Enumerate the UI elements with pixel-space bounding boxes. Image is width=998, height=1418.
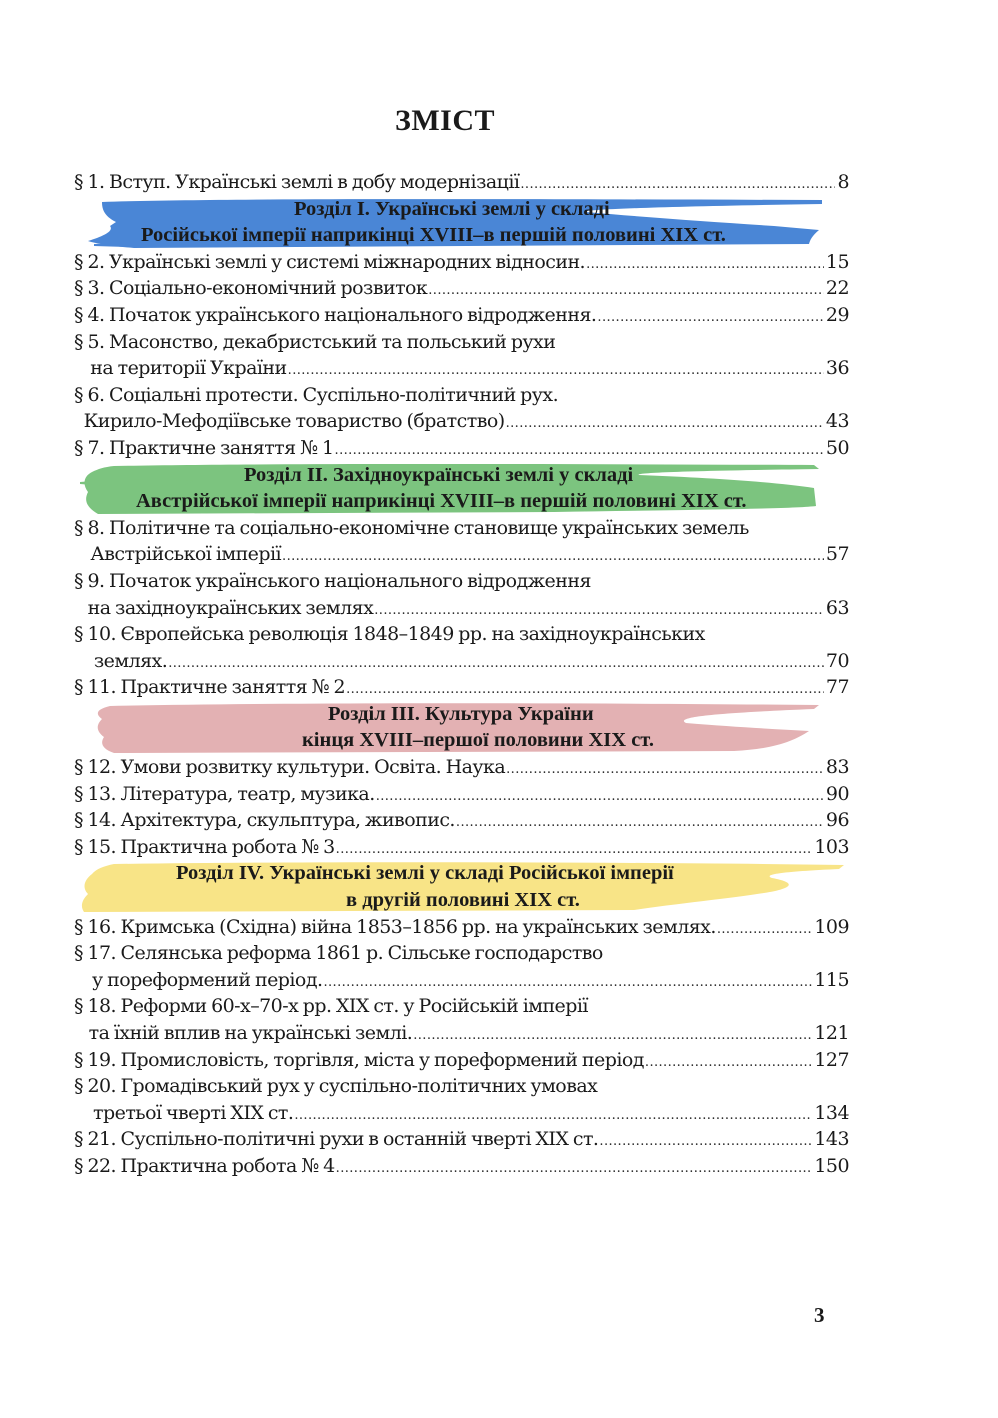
dot-leader xyxy=(645,1050,812,1077)
toc-page-number: 127 xyxy=(814,1048,849,1071)
toc-entry-title: § 4. Початок українського національного відродження. xyxy=(74,303,597,326)
toc-entry-continuation[interactable] xyxy=(74,541,849,568)
toc-entry-title: § 11. Практичне заняття № 2 xyxy=(74,676,346,699)
toc-entry[interactable] xyxy=(74,302,849,329)
toc-entry-title: та їхній вплив на українські землі. xyxy=(88,1022,413,1044)
toc-entry-title: § 14. Архітектура, скульптура, живопис. xyxy=(74,809,455,832)
dot-leader xyxy=(336,837,813,864)
toc-entry-title: § 6. Соціальні протести. Суспільно-політичний рух. xyxy=(74,383,559,406)
toc-page-number: 134 xyxy=(814,1101,849,1124)
toc-page-number: 43 xyxy=(825,410,849,433)
dot-leader xyxy=(168,651,824,678)
toc-page-number: 77 xyxy=(825,676,849,699)
dot-leader xyxy=(346,677,824,704)
dot-leader xyxy=(376,784,824,811)
dot-leader xyxy=(413,1023,812,1050)
toc-entry[interactable] xyxy=(74,834,849,861)
toc-entry[interactable] xyxy=(74,249,849,276)
toc-entry-continuation[interactable] xyxy=(74,595,849,622)
toc-page-number: 29 xyxy=(825,303,849,326)
toc-entry-title: § 1. Вступ. Українські землі в добу модернізації xyxy=(74,171,520,193)
toc-entry-continuation[interactable] xyxy=(74,648,849,675)
toc-entry-first-line[interactable] xyxy=(74,515,849,542)
dot-leader xyxy=(335,438,824,465)
toc-page-number: 15 xyxy=(825,250,849,273)
toc-entry[interactable] xyxy=(74,1047,849,1074)
toc-entry-title: § 22. Практична робота № 4 xyxy=(74,1154,335,1177)
toc-entry-title: § 17. Селянська реформа 1861 р. Сільське господарство xyxy=(74,942,603,965)
page-number: 3 xyxy=(814,1303,825,1327)
toc-entry-first-line[interactable] xyxy=(74,1073,849,1100)
section-heading xyxy=(74,860,849,913)
toc-entry-continuation[interactable] xyxy=(74,967,849,994)
table-of-contents xyxy=(74,169,849,1180)
toc-entry-title: § 9. Початок українського національного відродження xyxy=(74,569,591,592)
toc-page-number: 57 xyxy=(825,543,849,566)
toc-entry-title: § 13. Література, театр, музика. xyxy=(74,782,375,805)
toc-entry-continuation[interactable] xyxy=(74,408,849,435)
section-heading xyxy=(74,701,849,754)
section-heading xyxy=(74,462,849,515)
toc-entry[interactable] xyxy=(74,674,849,701)
toc-page-number: 109 xyxy=(814,915,849,938)
toc-page-number: 150 xyxy=(814,1154,849,1177)
section-subtitle: кінця XVIII–першої половини XIX ст. xyxy=(302,729,654,752)
toc-entry-first-line[interactable] xyxy=(74,382,849,409)
dot-leader xyxy=(294,1103,812,1130)
toc-page-number: 70 xyxy=(825,649,849,672)
toc-entry-first-line[interactable] xyxy=(74,940,849,967)
section-title: Розділ І. Українські землі у складі xyxy=(294,197,610,220)
dot-leader xyxy=(428,278,824,305)
toc-page-number: 115 xyxy=(814,968,849,991)
toc-entry-continuation[interactable] xyxy=(74,1100,849,1127)
section-subtitle: Австрійської імперії наприкінці XVIII–в першій половині XIX ст. xyxy=(136,490,747,513)
toc-page-number: 96 xyxy=(825,809,849,832)
dot-leader xyxy=(323,970,812,997)
toc-page-number: 8 xyxy=(837,171,849,193)
toc-entry-title: § 12. Умови розвитку культури. Освіта. Наука xyxy=(74,756,506,779)
toc-page-number: 83 xyxy=(825,756,849,779)
toc-page-number: 36 xyxy=(825,357,849,380)
toc-page-number: 63 xyxy=(825,596,849,619)
toc-page-number: 121 xyxy=(814,1022,849,1044)
dot-leader xyxy=(374,598,824,625)
toc-entry[interactable] xyxy=(74,1126,849,1153)
dot-leader xyxy=(717,917,813,944)
toc-entry-title: § 15. Практична робота № 3 xyxy=(74,835,335,858)
section-subtitle: в другій половині XIX ст. xyxy=(346,889,580,912)
toc-entry-title: Австрійської імперії xyxy=(90,543,282,566)
toc-entry-continuation[interactable] xyxy=(74,1020,849,1047)
toc-entry-title: § 21. Суспільно-політичні рухи в останній чверті XIX ст. xyxy=(74,1128,599,1151)
dot-leader xyxy=(586,252,824,279)
dot-leader xyxy=(599,1129,812,1156)
toc-entry[interactable] xyxy=(74,1153,849,1180)
toc-entry-title: на західноукраїнських землях xyxy=(87,596,374,619)
toc-entry-title: § 16. Кримська (Східна) війна 1853–1856 рр. на українських землях. xyxy=(74,915,716,938)
dot-leader xyxy=(506,757,824,784)
section-title: Розділ ІІІ. Культура України xyxy=(328,702,594,725)
toc-page-number: 22 xyxy=(825,277,849,300)
toc-entry[interactable] xyxy=(74,169,849,196)
section-subtitle: Російської імперії наприкінці XVIII–в першій половині XIX ст. xyxy=(141,224,726,247)
dot-leader xyxy=(282,544,824,571)
toc-entry-title: § 5. Масонство, декабристський та польський рухи xyxy=(74,330,556,353)
toc-entry-title: § 7. Практичне заняття № 1 xyxy=(74,436,334,459)
toc-page-number: 50 xyxy=(825,436,849,459)
toc-entry[interactable] xyxy=(74,435,849,462)
dot-leader xyxy=(520,172,835,199)
page-title: ЗМІСТ xyxy=(395,104,495,137)
toc-entry[interactable] xyxy=(74,275,849,302)
toc-entry-title: § 2. Українські землі у системі міжнародних відносин. xyxy=(74,250,586,273)
toc-entry-title: § 18. Реформи 60-х–70-х рр. XIX ст. у Російській імперії xyxy=(74,995,588,1018)
dot-leader xyxy=(336,1156,813,1183)
toc-entry-title: § 8. Політичне та соціально-економічне становище українських земель xyxy=(74,516,749,539)
toc-page-number: 143 xyxy=(814,1128,849,1151)
toc-entry[interactable] xyxy=(74,781,849,808)
dot-leader xyxy=(288,358,824,385)
toc-entry[interactable] xyxy=(74,754,849,781)
toc-page-number: 90 xyxy=(825,782,849,805)
section-title: Розділ IV. Українські землі у складі Російської імперії xyxy=(176,862,674,885)
dot-leader xyxy=(597,305,824,332)
toc-entry-title: землях. xyxy=(93,649,168,672)
toc-entry-title: § 19. Промисловість, торгівля, міста у пореформений період xyxy=(74,1048,644,1071)
section-heading xyxy=(74,196,849,249)
toc-entry-first-line[interactable] xyxy=(74,568,849,595)
toc-entry-first-line[interactable] xyxy=(74,621,849,648)
toc-entry-title: третьої чверті XIX ст. xyxy=(93,1101,294,1124)
toc-entry[interactable] xyxy=(74,914,849,941)
toc-entry-first-line[interactable] xyxy=(74,329,849,356)
toc-entry-title: § 10. Європейська революція 1848–1849 рр. на західноукраїнських xyxy=(74,623,705,646)
toc-entry[interactable] xyxy=(74,807,849,834)
toc-entry-title: Кирило-Мефодіївське товариство (братство) xyxy=(83,410,505,433)
dot-leader xyxy=(456,810,824,837)
dot-leader xyxy=(506,411,824,438)
toc-entry-first-line[interactable] xyxy=(74,993,849,1020)
toc-entry-title: § 20. Громадівський рух у суспільно-політичних умовах xyxy=(74,1075,598,1098)
toc-entry-title: § 3. Соціально-економічний розвиток xyxy=(74,277,428,300)
toc-entry-title: на території України xyxy=(90,357,287,380)
toc-entry-continuation[interactable] xyxy=(74,355,849,382)
toc-entry-title: у пореформений період. xyxy=(91,968,323,991)
toc-page-number: 103 xyxy=(814,835,849,858)
section-title: Розділ ІІ. Західноукраїнські землі у складі xyxy=(244,463,634,486)
